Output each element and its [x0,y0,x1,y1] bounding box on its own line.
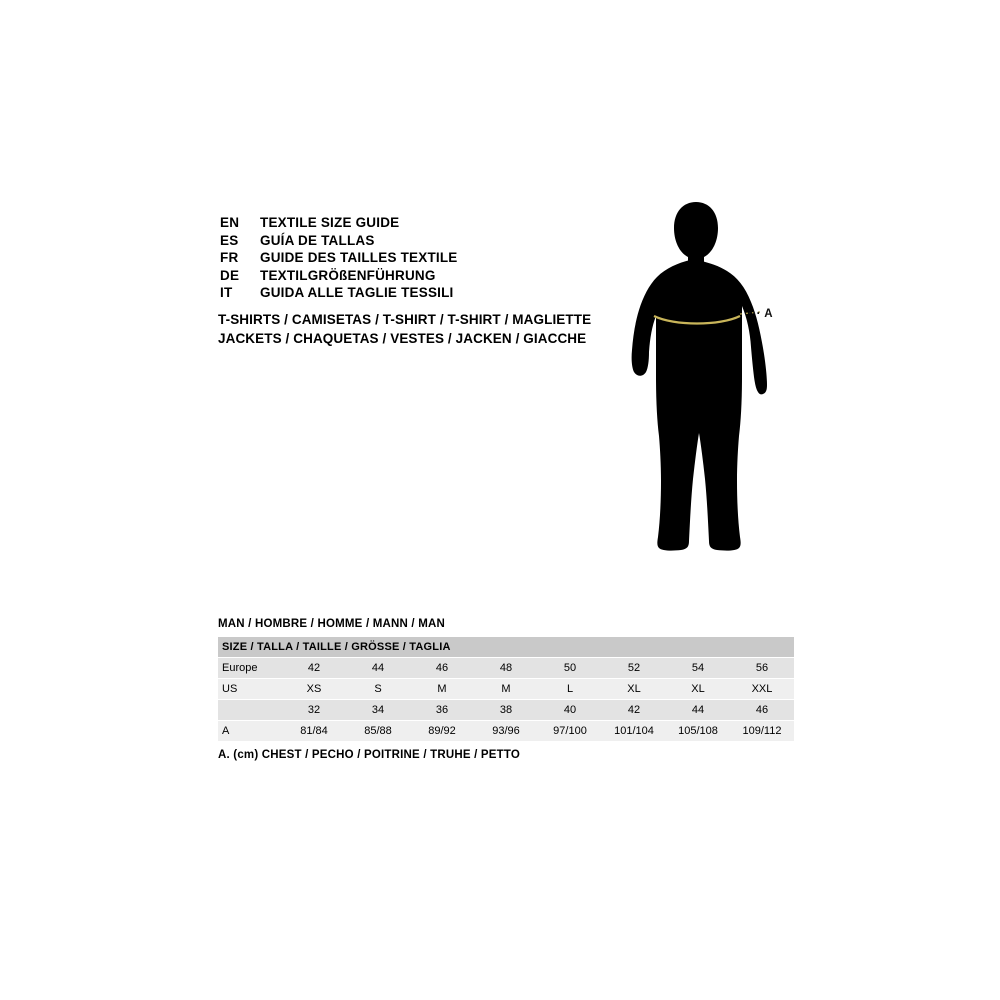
row-label-a: A [218,721,282,742]
language-text-en: TEXTILE SIZE GUIDE [260,215,400,230]
cell-a-1: 85/88 [346,721,410,742]
language-text-fr: GUIDE DES TAILLES TEXTILE [260,250,458,265]
language-list [220,214,620,302]
cell-a-6: 105/108 [666,721,730,742]
garment-line-jackets: JACKETS / CHAQUETAS / VESTES / JACKEN / GIACCHE [218,331,587,346]
cell-a-7: 109/112 [730,721,794,742]
language-row-fr [220,249,620,267]
language-code-es: ES [220,232,239,248]
cell-usnum-2: 36 [410,700,474,721]
table-header-label: SIZE / TALLA / TAILLE / GRÖSSE / TAGLIA [218,637,794,658]
language-code-fr: FR [220,250,239,265]
row-label-us: US [218,679,282,700]
language-row-en [220,214,620,232]
language-code-it: IT [220,285,233,300]
cell-usnum-0: 32 [282,700,346,721]
language-row-de [220,267,620,285]
table-row [218,658,794,679]
cell-europe-4: 50 [538,658,602,679]
language-text-es: GUÍA DE TALLAS [260,232,375,248]
garment-line-tshirts: T-SHIRTS / CAMISETAS / T-SHIRT / T-SHIRT / MAGLIETTE [218,312,592,327]
language-text-it: GUIDA ALLE TAGLIE TESSILI [260,285,454,300]
cell-europe-0: 42 [282,658,346,679]
garment-categories [218,310,648,348]
cell-us-0: XS [282,679,346,700]
cell-europe-1: 44 [346,658,410,679]
cell-usnum-5: 42 [602,700,666,721]
size-table-block [218,618,794,742]
cell-usnum-6: 44 [666,700,730,721]
man-silhouette-figure [612,200,812,600]
cell-us-4: L [538,679,602,700]
table-footnote: A. (cm) CHEST / PECHO / POITRINE / TRUHE / PETTO [218,749,521,761]
cell-a-4: 97/100 [538,721,602,742]
cell-us-5: XL [602,679,666,700]
size-table [218,637,794,742]
row-label-europe: Europe [218,658,282,679]
table-row [218,700,794,721]
cell-usnum-3: 38 [474,700,538,721]
cell-usnum-7: 46 [730,700,794,721]
cell-a-3: 93/96 [474,721,538,742]
cell-a-2: 89/92 [410,721,474,742]
language-row-es [220,232,620,250]
table-header-row [218,637,794,658]
cell-usnum-4: 40 [538,700,602,721]
cell-us-2: M [410,679,474,700]
row-label-us-numeric [218,700,282,721]
cell-europe-2: 46 [410,658,474,679]
cell-usnum-1: 34 [346,700,410,721]
table-caption-man: MAN / HOMBRE / HOMME / MANN / MAN [218,618,446,630]
cell-us-6: XL [666,679,730,700]
cell-us-3: M [474,679,538,700]
chest-measure-label: ··· A [748,308,774,320]
cell-europe-6: 54 [666,658,730,679]
language-code-en: EN [220,215,240,230]
cell-europe-3: 48 [474,658,538,679]
language-row-it [220,284,620,302]
cell-us-7: XXL [730,679,794,700]
cell-europe-5: 52 [602,658,666,679]
language-code-de: DE [220,267,240,283]
table-row [218,679,794,700]
cell-a-5: 101/104 [602,721,666,742]
cell-a-0: 81/84 [282,721,346,742]
language-text-de: TEXTILGRÖßENFÜHRUNG [260,267,436,283]
cell-us-1: S [346,679,410,700]
cell-europe-7: 56 [730,658,794,679]
table-row [218,721,794,742]
